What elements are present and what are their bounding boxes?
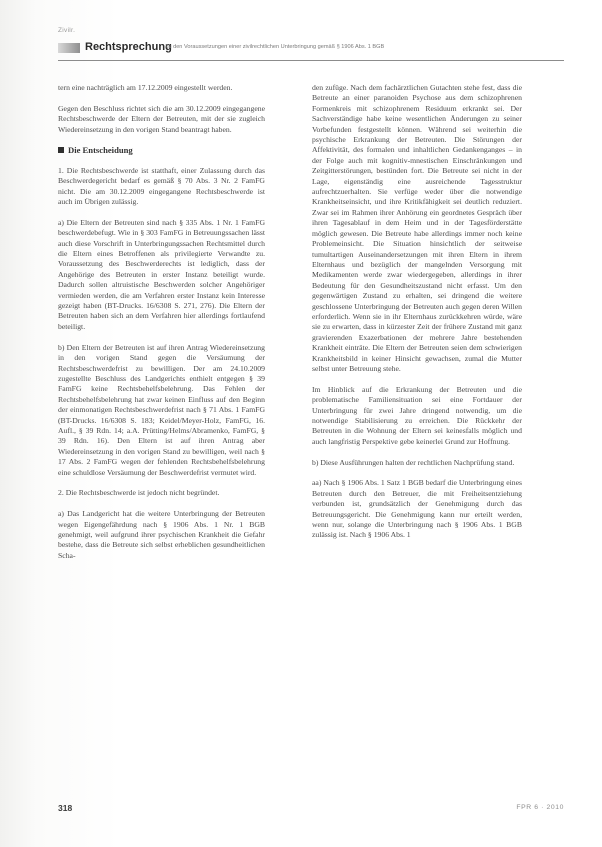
left-column xyxy=(58,83,265,572)
paragraph: a) Die Eltern der Betreuten sind nach § 335 Abs. 1 Nr. 1 FamFG beschwerdebefugt. Wie in § 303 FamFG in Betreuungssachen lässt auch diese Vorschrift in Unterbringungssachen Rechtsmittel durch die Eltern eines Betroffenen als privilegierte Verwandte zu. Voraussetzung des Beschwerderechts ist lediglich, dass der Angehörige des Betreuten in erster Instanz beteiligt wurde. Dadurch sollen altruistische Beschwerden solcher Angehöriger vermieden werden, die am Verfahren erster Instanz kein Interesse gezeigt haben (BT-Drucks. 16/6308 S. 271, 276). Die Eltern der Betreuten haben sich an dem Verfahren hier allerdings fortlaufend beteiligt. xyxy=(58,217,265,331)
paragraph: b) Diese Ausführungen halten der rechtlichen Nachprüfung stand. xyxy=(312,457,515,467)
section-heading xyxy=(58,145,265,155)
paragraph: den zufüge. Nach dem fachärztlichen Gutachten stehe fest, dass die Betreute an einer paranoiden Psychose aus dem schizophrenen Formenkreis mit schizophrenem Residuum erkrankt sei. Der Sachverständige habe keine wesentlichen Änderungen zu seiner Vorbefunden festgestellt können. Während sei weiterhin die psychische Erkrankung der Betreuten. Die Störungen der Affektivität, des formalen und inhaltlichen Gedankenganges – in der Folge auch mit kognitiv-mnestischen Einschränkungen und Zeitgitterstörungen, bestünden fort. Die Betreute sei nicht in der Lage, eigenständig eine ausreichende Tagesstruktur aufrechtzuerhalten. Sie verfüge weder über die notwendige Krankheitseinsicht, und ihre Kritikfähigkeit sei deutlich reduziert. Zwar sei im Rahmen ihrer Anhörung ein geordnetes Gespräch über ihren Tagesablauf in dem Heim und in der Tagesförderstätte möglich gewesen. Die Betreute habe allerdings immer noch keine Problemeinsicht. Die Situation hinsichtlich der seitweise tumultartigen Auseinandersetzungen mit ihren Eltern in ihrem Elternhaus und bezüglich der mangelnden Versorgung mit Medikamenten werde zwar wiedergegeben, allerdings in ihrer Bedeutung für den Gesundheitszustand nicht erfasst. Um den gegenwärtigen Zustand zu erhalten, sei dringend die weitere geschlossene Unterbringung der Betreuten auch gegen deren Willen erforderlich. Wenn sie in ihr Elternhaus zurückkehren würde, wäre sie zu erwarten, dass in kürzester Zeit der frühere Zustand mit ganz gravierenden Exazerbationen der mehrere Jahre bestehenden Krankheit einträte. Die Eltern der Betreuten seien dem schwierigen Krankheitsbild in keiner Hinsicht gewachsen, zumal die Mutter selbst unter Betreuung stehe. xyxy=(312,83,522,373)
header-accent-bar xyxy=(58,43,80,53)
paragraph: b) Den Eltern der Betreuten ist auf ihren Antrag Wiedereinsetzung in den vorigen Stand gegen die Versäumung der Rechtsbeschwerdefrist zu bewilligen. Der am 24.10.2009 zugestellte Beschluss des Landgerichts enthielt entgegen § 39 FamFG keine Rechtsbehelfsbelehrung. Das Fehlen der Rechtsbehelfsbelehrung hat zwar keinen Einfluss auf den Beginn der einmonatigen Rechtsbeschwerdefrist nach § 71 Abs. 1 FamFG (BT-Drucks. 16/6308 S. 183; Keidel/Meyer-Holz, FamFG, 16. Aufl., § 39 Rdn. 14; a.A. Prütting/Helms/Abramenko, FamFG, § 39 Rdn. 16). Den Eltern ist auf ihren Antrag aber Wiedereinsetzung in den vorigen Stand zu bewilligen, weil nach § 17 Abs. 2 FamFG wegen der fehlenden Rechtsbehelfsbelehrung eine schuldlose Versäumung der Beschwerdefrist vermutet wird. xyxy=(58,342,265,477)
right-column xyxy=(312,83,522,551)
section-label: Zivilr. xyxy=(58,27,76,34)
page-footer xyxy=(58,803,564,817)
paragraph: aa) Nach § 1906 Abs. 1 Satz 1 BGB bedarf die Unterbringung eines Betreuten durch den Betreuer, die mit Freiheitsentziehung verbunden ist, grundsätzlich der Genehmigung durch das Betreuungsgericht. Die Genehmigung kann nur erteilt werden, wenn nur, solange die Unterbringung nach § 1906 Abs. 1 BGB zulässig ist. Nach § 1906 Abs. 1 xyxy=(312,478,522,540)
header-title: Rechtsprechung xyxy=(85,41,172,53)
journal-citation: FPR 6 · 2010 xyxy=(516,804,564,811)
paragraph: a) Das Landgericht hat die weitere Unterbringung der Betreuten wegen Eigengefährdung nach § 1906 Abs. 1 Nr. 1 BGB genehmigt, weil aufgrund ihrer psychischen Krankheit die Gefahr bestehe, dass die Betreute sich selbst erheblichen gesundheitlichen Scha- xyxy=(58,509,265,560)
header-rule xyxy=(58,60,564,61)
paragraph: Gegen den Beschluss richtet sich die am 30.12.2009 eingegangene Rechtsbeschwerde der Eltern der Betreuten, mit der sie zugleich Wiedereinsetzung in den vorigen Stand beantragt haben. xyxy=(58,103,265,134)
paragraph: Im Hinblick auf die Erkrankung der Betreuten und die problematische Familiensituation sei eine Fortdauer der Unterbringung für zwei Jahre dringend notwendig, um die notwendige Stabilisierung zu erreichen. Die Rückkehr der Betreuten in die Wohnung der Eltern sei keinesfalls möglich und auch langfristig Perspektive gebe keinerlei Grund zur Hoffnung. xyxy=(312,384,522,446)
square-bullet-icon xyxy=(58,147,64,153)
section-heading-text: Die Entscheidung xyxy=(68,145,133,156)
page-number: 318 xyxy=(58,803,73,813)
paragraph: 2. Die Rechtsbeschwerde ist jedoch nicht begründet. xyxy=(58,488,220,498)
header-subtitle: Zu den Voraussetzungen einer zivilrechtlichen Unterbringung gemäß § 1906 Abs. 1 BGB xyxy=(165,44,385,50)
paragraph: 1. Die Rechtsbeschwerde ist statthaft, einer Zulassung durch das Beschwerdegericht bedarf es gemäß § 70 Abs. 3 Nr. 2 FamFG nicht. Die am 30.12.2009 eingegangene Rechtsbeschwerde ist auch im Übrigen zulässig. xyxy=(58,165,265,207)
paragraph: tern eine nachträglich am 17.12.2009 eingestellt werden. xyxy=(58,83,233,92)
page-header xyxy=(58,41,558,57)
